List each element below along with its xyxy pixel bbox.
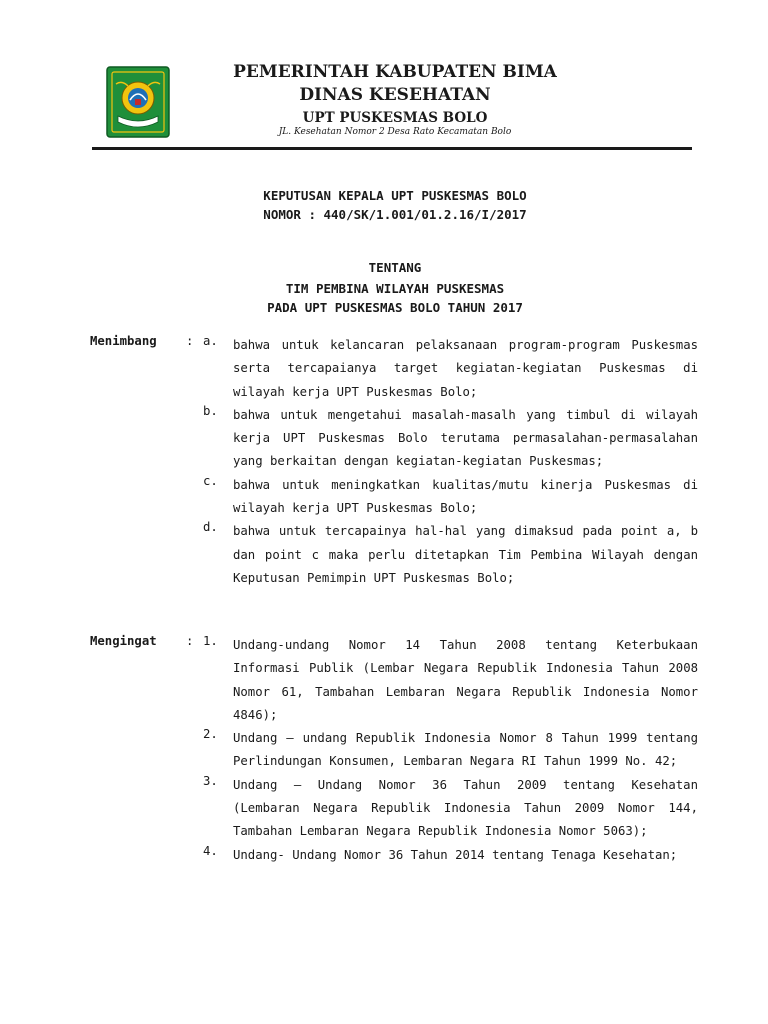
item-marker: 2. (203, 727, 218, 742)
item-text: Undang – undang Republik Indonesia Nomor 8 Tahun 1999 tentang Perlindungan Konsumen, Lembaran Negara RI Tahun 1999 No. 42; (233, 731, 698, 769)
item-text: Undang- Undang Nomor 36 Tahun 2014 tentang Tenaga Kesehatan; (233, 847, 678, 862)
item-text: bahwa untuk mengetahui masalah-masalh yang timbul di wilayah kerja UPT Puskesmas Bolo terutama permasalahan-permasalahan yang berkaitan dengan kegiatan-kegiatan Puskesmas; (233, 407, 698, 469)
item-text: Undang-undang Nomor 14 Tahun 2008 tentang Keterbukaan Informasi Publik (Lembar Negara Republik Indonesia Tahun 2008 Nomor 61, Tambahan Lembaran Negara Republik Indonesia Nomor 4846); (233, 638, 698, 722)
decree-subject-line2: PADA UPT PUSKESMAS BOLO TAHUN 2017 (267, 300, 523, 315)
section-mengingat (90, 634, 698, 867)
list-item (203, 334, 698, 404)
list-item (203, 474, 698, 521)
list-item (203, 774, 698, 844)
section-colon: : (186, 634, 194, 648)
item-marker: b. (203, 403, 218, 418)
list-item (203, 634, 698, 727)
decree-heading: KEPUTUSAN KEPALA UPT PUSKESMAS BOLO (263, 188, 527, 203)
list-item (203, 520, 698, 590)
letterhead-address: JL. Kesehatan Nomor 2 Desa Rato Kecamatan Bolo (278, 127, 512, 137)
item-marker: a. (203, 334, 218, 348)
item-text: bahwa untuk meningkatkan kualitas/mutu kinerja Puskesmas di wilayah kerja UPT Puskesmas Bolo; (233, 477, 698, 516)
item-text: bahwa untuk kelancaran pelaksanaan program-program Puskesmas serta tercapaianya target kegiatan-kegiatan Puskesmas di wilayah kerja UPT Puskesmas Bolo; (233, 338, 698, 399)
list-item (203, 727, 698, 774)
letterhead-government: PEMERINTAH KABUPATEN BIMA (233, 62, 557, 82)
letterhead-divider (92, 147, 692, 150)
section-label: Menimbang (90, 334, 157, 348)
kabupaten-bima-emblem-icon (106, 66, 170, 138)
item-marker: 4. (203, 843, 218, 858)
list-item (203, 404, 698, 474)
decree-subject-line1: TIM PEMBINA WILAYAH PUSKESMAS (285, 281, 505, 296)
item-marker: 1. (203, 634, 218, 648)
section-menimbang (90, 334, 698, 590)
list-item (203, 844, 698, 867)
item-text: bahwa untuk tercapainya hal-hal yang dimaksud pada point a, b dan point c maka perlu ditetapkan Tim Pembina Wilayah dengan Keputusan Pemimpin UPT Puskesmas Bolo; (233, 524, 698, 585)
item-marker: 3. (203, 773, 218, 788)
letterhead-department: DINAS KESEHATAN (299, 85, 491, 105)
section-colon: : (186, 334, 194, 348)
decree-about: TENTANG (368, 260, 422, 275)
section-label: Mengingat (90, 634, 157, 648)
letterhead-unit: UPT PUSKESMAS BOLO (302, 110, 488, 126)
decree-number: NOMOR : 440/SK/1.001/01.2.16/I/2017 (263, 207, 527, 222)
item-marker: d. (203, 520, 218, 535)
item-marker: c. (203, 473, 218, 488)
item-text: Undang – Undang Nomor 36 Tahun 2009 tentang Kesehatan (Lembaran Negara Republik Indonesia Tahun 2009 Nomor 144, Tambahan Lembaran Negara Republik Indonesia Nomor 5063); (233, 777, 698, 839)
